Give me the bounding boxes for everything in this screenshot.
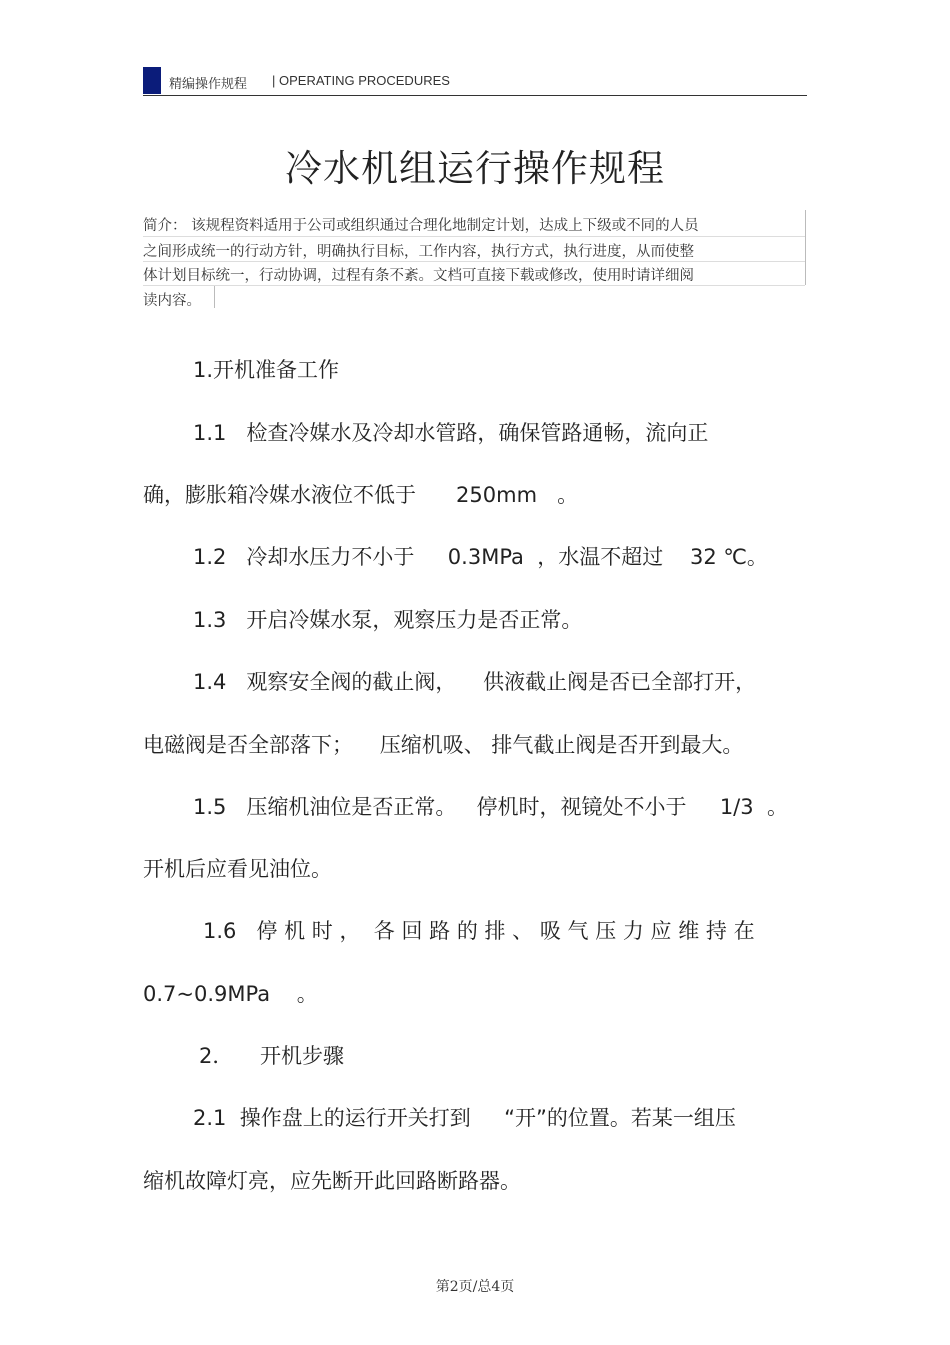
intro-right-edge bbox=[805, 210, 806, 285]
paragraph-line: 1.5 压缩机油位是否正常。 停机时，视镜处不小于 1/3 。 bbox=[193, 795, 788, 819]
intro-line bbox=[143, 264, 694, 285]
intro-divider bbox=[143, 261, 805, 262]
paragraph-line: 1.2 冷却水压力不小于 0.3MPa ，水温不超过 32 ℃。 bbox=[193, 545, 768, 569]
page-header bbox=[143, 66, 807, 96]
paragraph-line: 电磁阀是否全部落下； 压缩机吸、 排气截止阀是否开到最大。 bbox=[143, 733, 744, 757]
paragraph-line: 1.1 检查冷媒水及冷却水管路，确保管路通畅，流向正 bbox=[193, 421, 709, 445]
intro-line bbox=[143, 214, 699, 235]
paragraph-line: 1.4 观察安全阀的截止阀， 供液截止阀是否已全部打开， bbox=[193, 670, 757, 694]
intro-line bbox=[143, 289, 201, 310]
section-heading: 1.开机准备工作 bbox=[193, 358, 340, 382]
header-label-en: | OPERATING PROCEDURES bbox=[272, 73, 450, 88]
intro-text: 读内容。 bbox=[143, 293, 201, 309]
brand-logo bbox=[143, 67, 161, 94]
intro-divider bbox=[143, 236, 805, 237]
page-number: 第2页/总4页 bbox=[435, 1279, 515, 1295]
paragraph-line: 1.6 停 机 时 ， 各 回 路 的 排 、 吸 气 压 力 应 维 持 在 bbox=[203, 919, 755, 943]
intro-text: 体计划目标统一，行动协调，过程有条不紊。文档可直接下载或修改，使用时请详细阅 bbox=[143, 268, 694, 284]
intro-text: 之间形成统一的行动方针，明确执行目标，工作内容，执行方式，执行进度，从而使整 bbox=[143, 244, 694, 260]
paragraph-line: 确，膨胀箱冷媒水液位不低于 250mm 。 bbox=[143, 483, 579, 507]
intro-line bbox=[143, 240, 694, 261]
paragraph-line: 开机后应看见油位。 bbox=[143, 857, 332, 881]
paragraph-line: 0.7~0.9MPa 。 bbox=[143, 982, 318, 1006]
paragraph-line: 2.1 操作盘上的运行开关打到 “开”的位置。若某一组压 bbox=[193, 1106, 736, 1130]
paragraph-line: 1.3 开启冷媒水泵，观察压力是否正常。 bbox=[193, 608, 583, 632]
intro-text: 简介： 该规程资料适用于公司或组织通过合理化地制定计划，达成上下级或不同的人员 bbox=[143, 218, 699, 234]
section-heading: 2． 开机步骤 bbox=[199, 1044, 345, 1068]
document-title: 冷水机组运行操作规程 bbox=[285, 147, 665, 190]
paragraph-line: 缩机故障灯亮，应先断开此回路断路器。 bbox=[143, 1169, 521, 1193]
intro-short-edge bbox=[214, 286, 215, 308]
header-label-cn: 精编操作规程 bbox=[169, 77, 248, 92]
intro-divider bbox=[143, 285, 805, 286]
